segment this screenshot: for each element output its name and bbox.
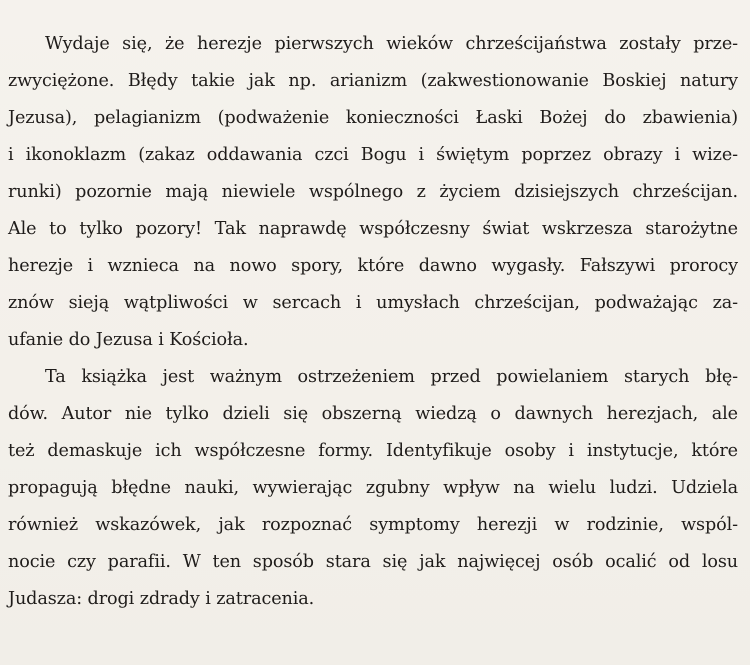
text-line: dów. Autor nie tylko dzieli się obszerną wiedzą o dawnych herezjach, ale bbox=[8, 404, 738, 424]
text-line: zwyciężone. Błędy takie jak np. arianizm (zakwestionowanie Boskiej natury bbox=[8, 71, 738, 91]
text-line: również wskazówek, jak rozpoznać symptomy herezji w rodzinie, wspól- bbox=[8, 515, 738, 535]
text-line: ufanie do Jezusa i Kościoła. bbox=[8, 330, 249, 350]
text-line: Ale to tylko pozory! Tak naprawdę współczesny świat wskrzesza starożytne bbox=[8, 219, 738, 239]
text-line: nocie czy parafii. W ten sposób stara się jak najwięcej osób ocalić od losu bbox=[8, 552, 738, 572]
text-line: runki) pozornie mają niewiele wspólnego z życiem dzisiejszych chrześcijan. bbox=[8, 182, 738, 202]
text-line: propagują błędne nauki, wywierając zgubny wpływ na wielu ludzi. Udziela bbox=[8, 478, 738, 498]
text-line: też demaskuje ich współczesne formy. Identyfikuje osoby i instytucje, które bbox=[8, 441, 738, 461]
paragraph-2 bbox=[8, 359, 738, 618]
text-line: Judasza: drogi zdrady i zatracenia. bbox=[8, 589, 315, 609]
text-line: Jezusa), pelagianizm (podważenie konieczności Łaski Bożej do zbawienia) bbox=[8, 108, 738, 128]
text-line: i ikonoklazm (zakaz oddawania czci Bogu i świętym poprzez obrazy i wize- bbox=[8, 145, 738, 165]
text-line: Ta książka jest ważnym ostrzeżeniem przed powielaniem starych błę- bbox=[45, 367, 738, 387]
text-line: herezje i wznieca na nowo spory, które dawno wygasły. Fałszywi prorocy bbox=[8, 256, 738, 276]
text-line: znów sieją wątpliwości w sercach i umysłach chrześcijan, podważając za- bbox=[8, 293, 738, 313]
text-line: Wydaje się, że herezje pierwszych wieków chrześcijaństwa zostały prze- bbox=[45, 34, 738, 54]
paragraph-1 bbox=[8, 26, 738, 359]
